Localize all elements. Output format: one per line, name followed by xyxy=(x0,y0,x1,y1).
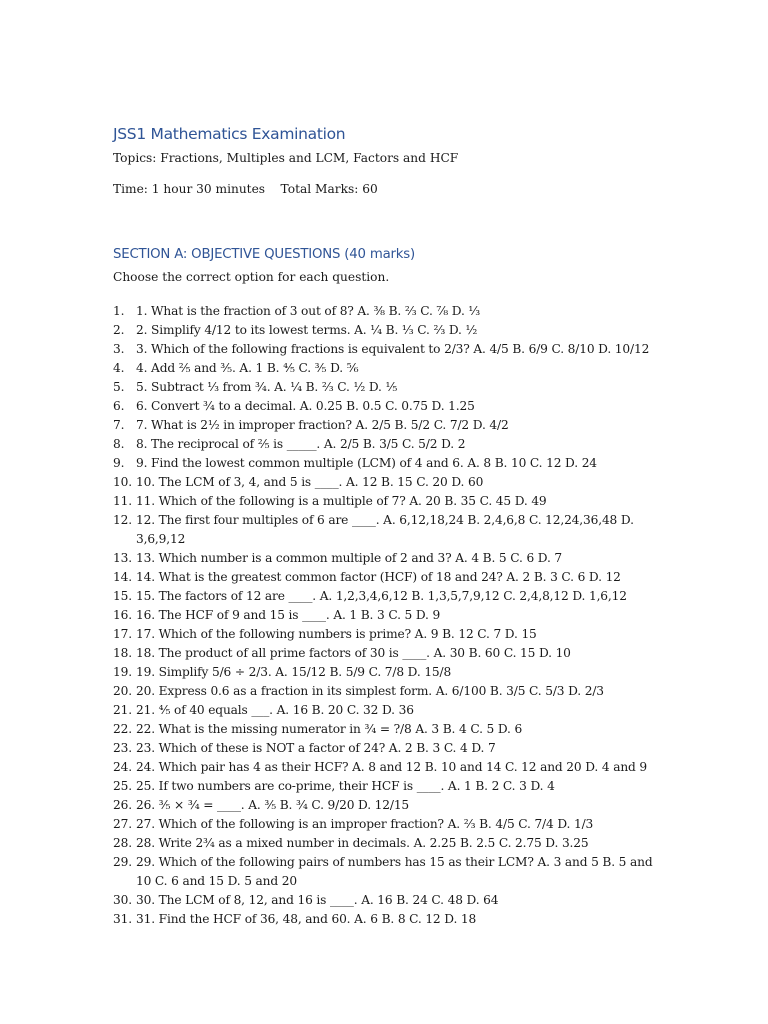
exam-time: Time: 1 hour 30 minutes xyxy=(113,182,266,196)
question-number: 21. xyxy=(113,703,132,717)
question-text: 9. Find the lowest common multiple (LCM) of 4 and 6. A. 8 B. 10 C. 12 D. 24 xyxy=(136,456,597,470)
question-number: 12. xyxy=(113,513,132,527)
question-item xyxy=(113,302,658,321)
question-number: 13. xyxy=(113,551,132,565)
question-number: 17. xyxy=(113,627,132,641)
question-item xyxy=(113,454,658,473)
question-text: 1. What is the fraction of 3 out of 8? A. ³⁄₈ B. ⅔ C. ⅞ D. ⅓ xyxy=(136,304,481,318)
question-item xyxy=(113,758,658,777)
question-number: 25. xyxy=(113,779,132,793)
question-text: 17. Which of the following numbers is prime? A. 9 B. 12 C. 7 D. 15 xyxy=(136,627,537,641)
question-item xyxy=(113,416,658,435)
question-item xyxy=(113,720,658,739)
question-item xyxy=(113,549,658,568)
question-list xyxy=(113,302,658,929)
question-text: 24. Which pair has 4 as their HCF? A. 8 and 12 B. 10 and 14 C. 12 and 20 D. 4 and 9 xyxy=(136,760,647,774)
question-number: 5. xyxy=(113,380,125,394)
question-item xyxy=(113,739,658,758)
question-text: 7. What is 2½ in improper fraction? A. 2/5 B. 5/2 C. 7/2 D. 4/2 xyxy=(136,418,509,432)
question-number: 15. xyxy=(113,589,132,603)
question-text: 19. Simplify 5/6 ÷ 2/3. A. 15/12 B. 5/9 C. 7/8 D. 15/8 xyxy=(136,665,452,679)
question-text: 23. Which of these is NOT a factor of 24? A. 2 B. 3 C. 4 D. 7 xyxy=(136,741,496,755)
question-item xyxy=(113,701,658,720)
exam-time-marks xyxy=(113,182,378,196)
question-text: 31. Find the HCF of 36, 48, and 60. A. 6 B. 8 C. 12 D. 18 xyxy=(136,912,477,926)
question-item xyxy=(113,777,658,796)
question-text: 16. The HCF of 9 and 15 is ____. A. 1 B. 3 C. 5 D. 9 xyxy=(136,608,441,622)
question-text: 11. Which of the following is a multiple of 7? A. 20 B. 35 C. 45 D. 49 xyxy=(136,494,547,508)
question-number: 27. xyxy=(113,817,132,831)
question-number: 11. xyxy=(113,494,132,508)
question-item xyxy=(113,473,658,492)
question-item xyxy=(113,910,658,929)
question-number: 28. xyxy=(113,836,132,850)
question-text: 30. The LCM of 8, 12, and 16 is ____. A. 16 B. 24 C. 48 D. 64 xyxy=(136,893,499,907)
question-number: 10. xyxy=(113,475,132,489)
question-number: 6. xyxy=(113,399,125,413)
question-text: 6. Convert ¾ to a decimal. A. 0.25 B. 0.5 C. 0.75 D. 1.25 xyxy=(136,399,475,413)
question-item xyxy=(113,606,658,625)
question-number: 30. xyxy=(113,893,132,907)
exam-topics: Topics: Fractions, Multiples and LCM, Factors and HCF xyxy=(113,151,459,165)
question-number: 26. xyxy=(113,798,132,812)
question-text: 8. The reciprocal of ⅖ is _____. A. 2/5 B. 3/5 C. 5/2 D. 2 xyxy=(136,437,466,451)
question-item xyxy=(113,644,658,663)
question-item xyxy=(113,587,658,606)
question-item xyxy=(113,891,658,910)
question-item xyxy=(113,796,658,815)
question-item xyxy=(113,359,658,378)
question-number: 2. xyxy=(113,323,125,337)
question-text: 14. What is the greatest common factor (HCF) of 18 and 24? A. 2 B. 3 C. 6 D. 12 xyxy=(136,570,621,584)
question-number: 20. xyxy=(113,684,132,698)
question-item xyxy=(113,815,658,834)
question-item xyxy=(113,568,658,587)
section-a-heading: SECTION A: OBJECTIVE QUESTIONS (40 marks) xyxy=(113,247,416,262)
question-text: 21. ⅘ of 40 equals ___. A. 16 B. 20 C. 32 D. 36 xyxy=(136,703,414,717)
question-number: 7. xyxy=(113,418,125,432)
question-number: 23. xyxy=(113,741,132,755)
question-item xyxy=(113,435,658,454)
question-item xyxy=(113,340,658,359)
question-number: 1. xyxy=(113,304,125,318)
question-text: 22. What is the missing numerator in ¾ = ?/8 A. 3 B. 4 C. 5 D. 6 xyxy=(136,722,523,736)
question-text: 2. Simplify 4/12 to its lowest terms. A. ¼ B. ⅓ C. ⅔ D. ½ xyxy=(136,323,478,337)
question-number: 18. xyxy=(113,646,132,660)
question-number: 19. xyxy=(113,665,132,679)
question-text: 12. The first four multiples of 6 are ____. A. 6,12,18,24 B. 2,4,6,8 C. 12,24,36,48 D. 3,6,9,12 xyxy=(136,513,634,546)
question-text: 25. If two numbers are co-prime, their HCF is ____. A. 1 B. 2 C. 3 D. 4 xyxy=(136,779,555,793)
question-text: 15. The factors of 12 are ____. A. 1,2,3,4,6,12 B. 1,3,5,7,9,12 C. 2,4,8,12 D. 1,6,12 xyxy=(136,589,627,603)
question-item xyxy=(113,397,658,416)
question-item xyxy=(113,625,658,644)
question-item xyxy=(113,321,658,340)
question-number: 22. xyxy=(113,722,132,736)
question-item xyxy=(113,492,658,511)
question-number: 8. xyxy=(113,437,125,451)
question-item xyxy=(113,834,658,853)
question-text: 26. ⅗ × ¾ = ____. A. ⅗ B. ¾ C. 9/20 D. 12/15 xyxy=(136,798,410,812)
question-item xyxy=(113,663,658,682)
question-number: 3. xyxy=(113,342,125,356)
question-text: 29. Which of the following pairs of numbers has 15 as their LCM? A. 3 and 5 B. 5 and 10 C. 6 and 15 D. 5 and 20 xyxy=(136,855,653,888)
question-text: 20. Express 0.6 as a fraction in its simplest form. A. 6/100 B. 3/5 C. 5/3 D. 2/3 xyxy=(136,684,604,698)
question-item xyxy=(113,682,658,701)
question-item xyxy=(113,853,658,891)
question-number: 16. xyxy=(113,608,132,622)
exam-total-marks: Total Marks: 60 xyxy=(280,182,378,196)
question-text: 3. Which of the following fractions is equivalent to 2/3? A. 4/5 B. 6/9 C. 8/10 D. 10/12 xyxy=(136,342,650,356)
exam-title: JSS1 Mathematics Examination xyxy=(113,125,346,143)
question-text: 5. Subtract ⅓ from ¾. A. ¼ B. ⅔ C. ½ D. ⅕ xyxy=(136,380,398,394)
question-number: 24. xyxy=(113,760,132,774)
question-text: 13. Which number is a common multiple of 2 and 3? A. 4 B. 5 C. 6 D. 7 xyxy=(136,551,563,565)
question-number: 14. xyxy=(113,570,132,584)
question-text: 4. Add ⅖ and ⅗. A. 1 B. ⅘ C. ⅗ D. ⅚ xyxy=(136,361,359,375)
question-text: 27. Which of the following is an improper fraction? A. ⅔ B. 4/5 C. 7/4 D. 1/3 xyxy=(136,817,594,831)
question-item xyxy=(113,511,658,549)
question-text: 18. The product of all prime factors of 30 is ____. A. 30 B. 60 C. 15 D. 10 xyxy=(136,646,571,660)
question-number: 31. xyxy=(113,912,132,926)
question-number: 29. xyxy=(113,855,132,869)
question-text: 28. Write 2¾ as a mixed number in decimals. A. 2.25 B. 2.5 C. 2.75 D. 3.25 xyxy=(136,836,589,850)
section-a-instruction: Choose the correct option for each question. xyxy=(113,270,390,284)
question-text: 10. The LCM of 3, 4, and 5 is ____. A. 12 B. 15 C. 20 D. 60 xyxy=(136,475,484,489)
question-number: 9. xyxy=(113,456,125,470)
question-number: 4. xyxy=(113,361,125,375)
question-item xyxy=(113,378,658,397)
